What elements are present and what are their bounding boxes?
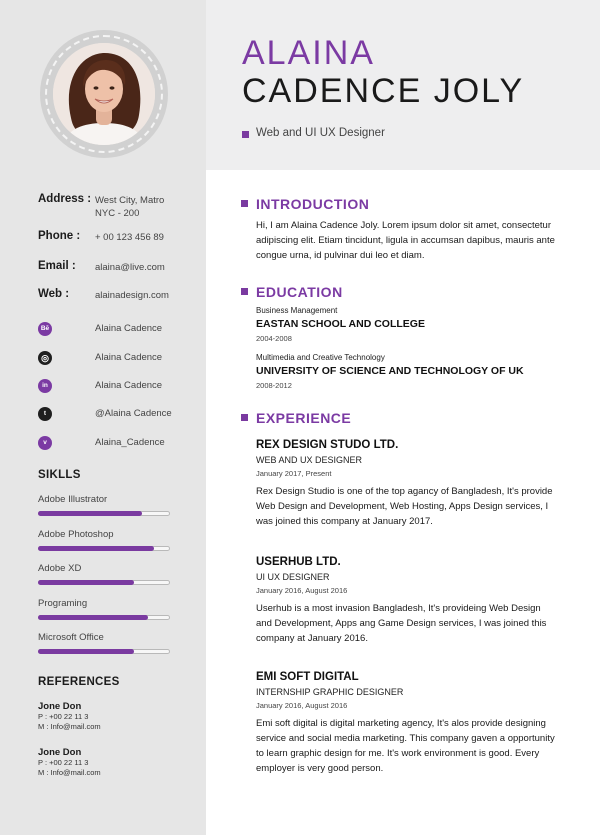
experience-role: UI UX DESIGNER xyxy=(256,572,330,582)
job-title: Web and UI UX Designer xyxy=(256,127,385,139)
skill-bar xyxy=(38,615,170,620)
experience-role: WEB AND UX DESIGNER xyxy=(256,455,363,465)
experience-dates: January 2017, Present xyxy=(256,469,332,478)
profile-photo-frame xyxy=(40,30,168,158)
skill-name: Microsoft Office xyxy=(38,632,104,643)
social-twitter[interactable] xyxy=(0,407,206,423)
skill-bar-fill xyxy=(38,546,154,551)
education-years: 2004-2008 xyxy=(256,334,292,343)
header-band xyxy=(206,0,600,170)
web-label: Web : xyxy=(38,288,70,300)
education-years: 2008-2012 xyxy=(256,381,292,390)
experience-item xyxy=(256,671,576,776)
last-name: CADENCE JOLY xyxy=(242,72,525,110)
education-item xyxy=(256,306,576,343)
reference-name: Jone Don xyxy=(38,747,82,758)
experience-company: REX DESIGN STUDO LTD. xyxy=(256,439,399,451)
reference-name: Jone Don xyxy=(38,701,82,712)
experience-description: Rex Design Studio is one of the top agancy of Bangladesh, It's provide Web Design and Development, Web Hosting, Apps Design services, I was joined this company at January 2017. xyxy=(256,486,553,527)
skill-bar-fill xyxy=(38,511,142,516)
reference-phone: P : +00 22 11 3 xyxy=(38,758,89,767)
skills-heading: SIKLLS xyxy=(38,469,81,481)
education-subject: Multimedia and Creative Technology xyxy=(256,353,385,362)
skill-bar xyxy=(38,580,170,585)
skill-name: Adobe Photoshop xyxy=(38,529,114,540)
social-linkedin-text: Alaina Cadence xyxy=(95,380,163,391)
experience-item xyxy=(256,439,576,529)
experience-description: Userhub is a most invasion Bangladesh, It's provideing Web Design and Development, Apps ang Game Design services, I was joined this company at January 2016. xyxy=(256,603,547,644)
dribbble-icon: ◎ xyxy=(38,351,52,365)
experience-item xyxy=(256,556,576,646)
skill-item xyxy=(38,563,170,585)
twitter-icon: t xyxy=(38,407,52,421)
education-subject: Business Management xyxy=(256,306,338,315)
references-heading: REFERENCES xyxy=(38,676,120,688)
skill-bar xyxy=(38,546,170,551)
social-twitter-text: @Alaina Cadence xyxy=(95,408,172,419)
skill-item xyxy=(38,494,170,516)
title-bullet-icon xyxy=(242,131,249,138)
reference-phone: P : +00 22 11 3 xyxy=(38,712,89,721)
education-item xyxy=(256,353,576,390)
phone-value: + 00 123 456 89 xyxy=(95,232,164,243)
social-linkedin[interactable] xyxy=(0,379,206,395)
skill-bar-fill xyxy=(38,580,134,585)
skill-name: Adobe Illustrator xyxy=(38,494,108,505)
experience-role: INTERNSHIP GRAPHIC DESIGNER xyxy=(256,687,404,697)
experience-heading: EXPERIENCE xyxy=(256,410,352,426)
skill-name: Programing xyxy=(38,598,88,609)
skill-bar xyxy=(38,649,170,654)
introduction-heading: INTRODUCTION xyxy=(256,196,370,212)
skill-item xyxy=(38,529,170,551)
social-vimeo-text: Alaina_Cadence xyxy=(95,437,165,448)
skill-item xyxy=(38,598,170,620)
skill-bar xyxy=(38,511,170,516)
web-value[interactable]: alainadesign.com xyxy=(95,290,169,301)
phone-label: Phone : xyxy=(38,230,81,242)
experience-company: EMI SOFT DIGITAL xyxy=(256,671,359,683)
linkedin-icon: in xyxy=(38,379,52,393)
social-behance[interactable] xyxy=(0,322,206,338)
social-dribbble-text: Alaina Cadence xyxy=(95,352,163,363)
skill-name: Adobe XD xyxy=(38,563,82,574)
experience-description: Emi soft digital is digital marketing agency, It's alos provide designing service and social media marketing. This company gaven a opportunity to learn graphic design for me. It's work environment is good. Every employer is very good person. xyxy=(256,718,555,774)
introduction-bullet-icon xyxy=(241,200,248,207)
first-name: ALAINA xyxy=(242,34,375,72)
experience-dates: January 2016, August 2016 xyxy=(256,701,348,710)
address-value: West City, Matro NYC - 200 xyxy=(95,195,165,219)
sidebar xyxy=(0,0,206,835)
email-value[interactable]: alaina@live.com xyxy=(95,262,165,273)
experience-company: USERHUB LTD. xyxy=(256,556,341,568)
address-label: Address : xyxy=(38,193,92,205)
skill-bar-fill xyxy=(38,615,148,620)
behance-icon: Bē xyxy=(38,322,52,336)
skill-bar-fill xyxy=(38,649,134,654)
reference-email: M : Info@mail.com xyxy=(38,768,101,777)
education-school: EASTAN SCHOOL AND COLLEGE xyxy=(256,318,425,330)
social-vimeo[interactable] xyxy=(0,436,206,452)
vimeo-icon: v xyxy=(38,436,52,450)
skill-item xyxy=(38,632,170,654)
portrait-illustration xyxy=(53,43,155,145)
reference-item xyxy=(38,701,188,732)
reference-item xyxy=(38,747,188,778)
email-label: Email : xyxy=(38,260,76,272)
social-dribbble[interactable] xyxy=(0,351,206,367)
experience-bullet-icon xyxy=(241,414,248,421)
education-heading: EDUCATION xyxy=(256,284,343,300)
education-school: UNIVERSITY OF SCIENCE AND TECHNOLOGY OF UK xyxy=(256,365,524,377)
experience-dates: January 2016, August 2016 xyxy=(256,586,348,595)
education-bullet-icon xyxy=(241,288,248,295)
profile-photo xyxy=(53,43,155,145)
reference-email: M : Info@mail.com xyxy=(38,722,101,731)
introduction-text: Hi, I am Alaina Cadence Joly. Lorem ipsum dolor sit amet, consectetur adipiscing elit. Etiam tincidunt, ligula in accumsan dapibus, mauris ante congue urna, id pulvinar dui leo et diam. xyxy=(256,220,555,261)
social-behance-text: Alaina Cadence xyxy=(95,323,163,334)
